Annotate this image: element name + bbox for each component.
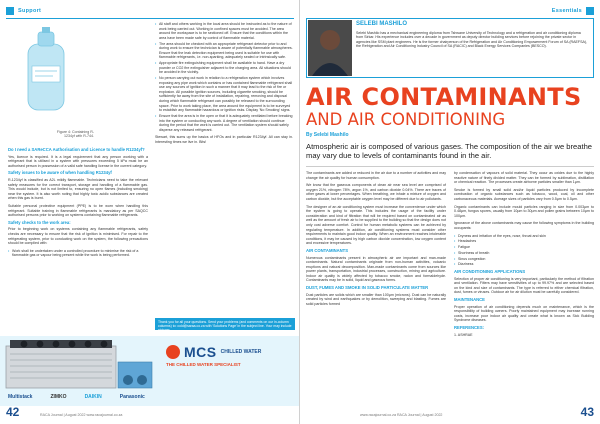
standfirst: Atmospheric air is composed of various gases. The composition of the air we breathe may vary due to levels of contaminants found in the air. xyxy=(306,142,593,161)
page-number-right: 43 xyxy=(580,405,594,419)
paragraph: Ignorance of the above contaminants may cause the following symptoms in the building occupants: xyxy=(454,221,594,230)
right-column-1 xyxy=(306,171,446,309)
list-item: • All staff and others working in the local area should be instructed as to the nature of work being carried out. Working in confined spaces must be avoided. The area around the workspace is to be sectioned off. Ensure that the conditions within the area have been made safe by control of flammable material. xyxy=(155,22,293,40)
subheading: Do I need a SAReCCA Authorisation and Licence to handle R1234yf? xyxy=(8,147,145,152)
standfirst-rule xyxy=(306,166,594,167)
list-item: • Shortness of breath xyxy=(454,251,594,256)
article-title: AIR CONTAMINANTS xyxy=(306,83,582,111)
byline: By Selebi Mashilo xyxy=(306,132,349,138)
paragraph: R-1234yf is classified as A2L mildly flammable. Technicians need to take the relevant safety measures for the correct transport, storage and handling of a flammable gas. This would include, but is not limited to, ensuring no open flames (including smoking) near the system. It is also worth noting that highly toxic acidic substances are created when this gas is burnt. xyxy=(8,177,148,201)
list-item: • Sinus congestion xyxy=(454,257,594,262)
subheading: MAINTENANCE xyxy=(454,297,485,302)
paragraph: We know that the gaseous components of clean air near sea level are comprised of oxygen 21%, nitrogen 78%, argon 1%, and carbon dioxide 0.04%. There are traces of other gases at lower percentages. When breathing, we inhale a mixture of oxygen and carbon dioxide, but the acceptable oxygen level may be different due to air pollutants. xyxy=(306,183,446,201)
section-marker-icon xyxy=(6,7,14,15)
footer-left: RACA Journal | August 2022 www.racajournal.co.za xyxy=(40,413,123,417)
subheading: REFERENCES: xyxy=(454,324,485,330)
author-photo xyxy=(308,20,352,76)
article-subtitle: AND AIR CONDITIONING xyxy=(306,110,506,129)
section-marker-icon xyxy=(586,7,594,15)
mcs-advert xyxy=(0,336,300,406)
mcs-tagline: THE CHILLED WATER SPECIALIST xyxy=(166,362,241,367)
author-name: SELEBI MASHILO xyxy=(356,21,408,27)
paragraph: The designer of an air conditioning system must increase the convenience under which the system is going to operate. This includes the usage of the facility under consideration and kind of filtration that will be required based on contaminated air as well as the amount of fresh air to be supplied to the building so that the design does not only cost adverse comfort. Control for human metabolic systems can be achieved by regulating temperature. In addition, air conditioning systems must consider other requirements to maintain good indoor quality. When an environment reaches intolerable conditions, it may be caused by high carbon dioxide concentration, low oxygen content and excessive temperatures. xyxy=(306,204,446,246)
list-item: • The area should be checked with an appropriate refrigerant detector prior to and during work to ensure the technician is aware of potentially flammable atmospheres. Ensure that the leak detection equipment being used is suitable for use with flammable refrigerants, i.e. non-sparking, adequately sealed or intrinsically safe. xyxy=(155,42,293,60)
right-page xyxy=(300,0,600,424)
mcs-logo xyxy=(166,344,261,360)
section-label: Essentials xyxy=(551,8,582,14)
partner-logo: Panasonic xyxy=(119,394,145,400)
subheading: AIR CONDITIONING APPLICATIONS xyxy=(454,269,526,275)
reader-callout: Thank you for all your questions. Send your problems (and comments on our in-column columns) to: cold@saraa.co.za with 'Solutions Page' in the subject line. Your may include pictures. xyxy=(155,318,295,330)
list-item: • Appropriate fire extinguishing equipment shall be available to hand. Have a dry powder or CO2 fire extinguisher adjacent to the charging area. All situations should be avoided in the vicinity. xyxy=(155,61,293,75)
mcs-brand: MCS xyxy=(184,344,217,360)
partner-logo: Multistack xyxy=(8,394,33,400)
author-portrait-icon xyxy=(308,20,352,76)
paragraph: Smoke is formed by small solid and/or liquid particles produced by incomplete combustion of organic substances such as tobacco, wood, coal, oil and other carbonaceous materials. Average sizes of particles vary from 0.5µm to 0.5µm. xyxy=(454,187,594,201)
bullet-list xyxy=(155,22,293,132)
section-label: Support xyxy=(18,8,42,14)
list-item: • Dryness and irritation of the eyes, nose, throat and skin xyxy=(454,234,594,239)
list-item: • Work shall be undertaken under a controlled procedure to minimise the risk of a flammable gas or vapour being present while the work is being performed. xyxy=(8,249,148,258)
section-header-left xyxy=(6,7,41,15)
paragraph: Proper operation of air conditioning depends much on maintenance, which is the responsibility of building owners. Poorly maintained equipment may increase running costs, increase poor indoor air quality and create what is known as Sick Building Syndrome diseases. xyxy=(454,304,594,323)
section-header-right xyxy=(552,7,594,15)
right-column-2 xyxy=(454,171,594,340)
list-item: • No person carrying out work in relation to a refrigeration system which involves exposing any pipe work which contains or has contained flammable refrigerant shall use any sources of ignition in such a manner that it may lead to the risk of fire or explosion. All possible ignition sources, including cigarette smoking, should be sufficiently far away from the site of installation, repairing, removing and disposal during which flammable refrigerant can possibly be released to the surrounding space. Prior to work taking place, the area around the equipment is to be surveyed to establish any flammable hazardous or ignition risks. Display 'No Smoking' signs. xyxy=(155,76,293,113)
author-bio: Selebi Mashilo has a mechanical engineering diploma from Tshwane University of Technology and a refrigeration and air conditioning diploma from Sirkar. His experience includes over a decade in government as deputy director building services before rejoining the private sector in agencies like SSM plant engineers. He is the former chairperson of the Refrigeration and Air Conditioning Empowerment Forum of SA (RAEFSA), the Refrigeration and Air Conditioning Industry Council of SA (RACIC) and Black Energy Services Companies (BESCO). xyxy=(356,31,588,49)
partner-logo: ZIMKO xyxy=(50,394,67,400)
subheading: Safety checks to the work area: xyxy=(8,219,71,225)
list-item: • Fatigue xyxy=(454,245,594,250)
figure-caption: Figure 4: Containing R-1234yf with R-744. xyxy=(56,130,94,139)
page-number-left: 42 xyxy=(6,405,20,419)
left-column-1 xyxy=(8,145,148,261)
list-item: • Dizziness xyxy=(454,262,594,267)
paragraph: Dust particles are solids which are smaller than 100µm (microns). Dust can be naturally created by wind and earthquakes or by demolition, sweeping and blasting. Fumes are solid particles formed xyxy=(306,292,446,306)
left-column-2 xyxy=(155,22,293,148)
paragraph: Organic contaminants can include mould particles ranging in size from 0.003µm to 0.48µm, fungus spores, usually from 10µm to 30µm and pollen grains between 10µm to 100µm. xyxy=(454,204,594,218)
subheading: AIR CONTAMINANTS xyxy=(306,247,349,253)
paragraph: by condensation of vapours of solid material. They occur as oxides due to the highly reactive nature of finely divided matter. They can be formed by sublimation, distillation or chemical reaction. The processes create airborne particles smaller than 1µm. xyxy=(454,171,594,185)
partner-logos xyxy=(8,394,145,400)
subheading: DUST, FUMES AND SMOKE IN SOLID PARTICULATE MATTER xyxy=(306,285,429,291)
paragraph: Suitable personal protective equipment (PPE) is to be worn when handling this refrigerant. Suitable training in flammable refrigerants is mandatory as per SAQCC authorised persons prior to working on systems containing flammable refrigerants. xyxy=(8,203,148,218)
mcs-logo-icon xyxy=(166,345,180,359)
paragraph: The contaminants are added or reduced in the air due to a number of activities and may change the air quality for human consumption. xyxy=(306,171,446,180)
paragraph: 1. ASHRAE xyxy=(454,332,473,337)
refrigerant-cylinder-figure xyxy=(8,26,84,116)
mcs-brand-sub: CHILLED WATER xyxy=(220,349,262,355)
bullet-list xyxy=(8,249,148,258)
subheading: Safety issues to be aware of when handling R1234yf xyxy=(8,170,112,176)
paragraph: Selection of proper air conditioning is very important, particularly the method of filtration and ventilation. Filters may have sensitivities of up to 99.97% and are selected based on the kind and size of contaminants. The type is referred to either chemical filtration, dust, fumes or viruses. Outdoor air for air dilution must be carefully considered. xyxy=(454,276,594,295)
list-item: • Ensure that the area is in the open or that it is adequately ventilated before breaking into the system or conducting any work. A degree of ventilation should continue during the period that the work is carried out. The ventilation system should safely disperse any released refrigerant. xyxy=(155,114,293,132)
paragraph: Prior to beginning work on systems containing any flammable refrigerants, safety checks are necessary to ensure that the risk of ignition is minimised. For repair to the refrigerating system, prior to conducting work on the system, the following precautions should be complied with: xyxy=(8,227,148,246)
partner-logo: DAIKIN xyxy=(84,394,102,400)
footer-right: www.racajournal.co.za RACA Journal | August 2022 xyxy=(360,413,443,417)
paragraph: Numerous contaminants present in atmospheric air are important and man-made contaminants. Natural contaminants originate from non-human activities, volcanic eruptions and natural decomposition. Man-made contaminants come from sources like power plants, transportation, industrial processes, construction, mining and agriculture. Indoor air quality is widely affected by tobacco smoke, radon and formaldehyde. Contaminants may be in solid, liquid and gaseous forms. xyxy=(306,255,446,283)
paragraph: Yes, licence is required. It is a legal requirement that any person working with a refrigerant that is utilised in a system with pressures exceeding 5 kPa must be an authorised person in possession of a valid safe handling license in the current category. xyxy=(8,154,148,168)
list-item: • Headaches xyxy=(454,239,594,244)
bullet-list xyxy=(454,234,594,268)
paragraph: Stewart, this sums up the basics of HFOs and in particular R1234yf. All can stay in. Interesting times we live in. Bits! xyxy=(155,135,293,144)
section-rule xyxy=(6,18,294,19)
